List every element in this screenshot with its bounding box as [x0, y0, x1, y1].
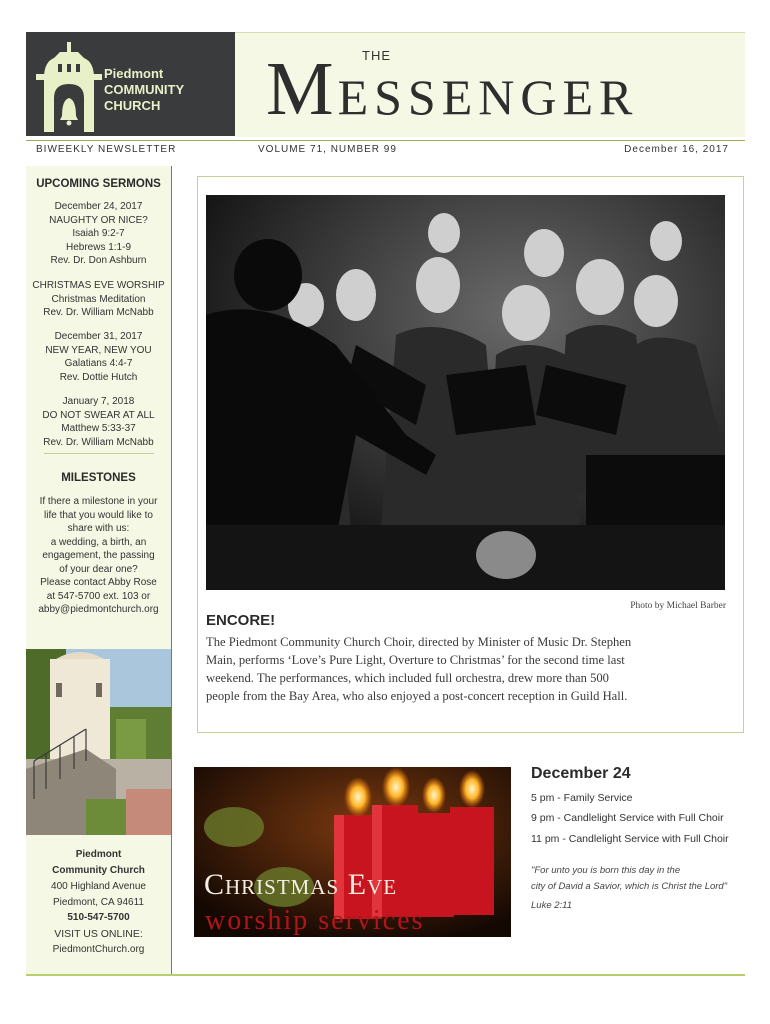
title-the: THE	[362, 48, 391, 63]
scripture-quote-line2: city of David a Savior, which is Christ the Lord"	[531, 881, 728, 892]
sermon-date: January 7, 2018	[62, 396, 135, 407]
christmas-eve-title: Christmas Eve	[204, 868, 398, 901]
contact-address: 400 Highland Avenue	[51, 881, 146, 892]
sermon-scripture: Isaiah 9:2-7	[72, 228, 125, 239]
sermons-heading: UPCOMING SERMONS	[36, 178, 161, 190]
service-time: 11 pm - Candlelight Service with Full Choir	[531, 833, 729, 845]
info-bar	[26, 140, 745, 159]
milestones-heading: MILESTONES	[61, 472, 136, 484]
milestones-line: Please contact Abby Rose	[40, 577, 157, 588]
article-line: Main, performs ‘Love’s Pure Light, Overture to Christmas’ for the second time last	[206, 653, 625, 667]
sermon-title: CHRISTMAS EVE WORSHIP	[32, 280, 165, 291]
sermon-date: December 24, 2017	[54, 201, 143, 212]
sermon-preacher: Rev. Dottie Hutch	[59, 371, 138, 383]
sermon-item	[26, 279, 171, 320]
article-body	[206, 633, 726, 705]
contact-city: Piedmont, CA 94611	[53, 897, 144, 908]
sermon-preacher: Rev. Dr. William McNabb	[43, 307, 154, 318]
scripture-reference: Luke 2:11	[531, 900, 573, 911]
sermon-item	[26, 200, 171, 268]
church-bell-tower-icon	[30, 32, 110, 136]
milestones-line: of your dear one?	[59, 563, 138, 575]
scripture-quote-line1: "For unto you is born this day in the	[531, 865, 681, 876]
divider	[26, 453, 171, 454]
church-building-photo	[26, 649, 171, 835]
service-time: 9 pm - Candlelight Service with Full Choir	[531, 812, 724, 824]
milestones-text	[26, 495, 171, 617]
sermon-scripture: Hebrews 1:1-9	[65, 241, 132, 253]
website-link[interactable]: PiedmontChurch.org	[52, 944, 145, 955]
newsletter-type: BIWEEKLY NEWSLETTER	[36, 144, 177, 155]
worship-services-subtitle: worship services	[205, 905, 425, 936]
milestones-line: abby@piedmontchurch.org	[38, 604, 159, 615]
newsletter-title	[266, 46, 638, 133]
milestones-line: share with us:	[67, 523, 130, 534]
sermon-item	[26, 330, 171, 384]
church-name-line3: CHURCH	[104, 98, 161, 113]
article-title: ENCORE!	[206, 612, 276, 629]
milestones-line: engagement, the passing	[42, 550, 155, 561]
church-name	[104, 66, 184, 114]
visit-label: VISIT US ONLINE:	[54, 928, 143, 940]
issue-date: December 16, 2017	[624, 144, 729, 155]
sermon-date: December 31, 2017	[54, 331, 143, 342]
sidebar	[26, 166, 172, 976]
milestones-line: a wedding, a birth, an	[50, 536, 147, 548]
title-rest: ESSENGER	[337, 69, 639, 125]
church-name-line1: Piedmont	[104, 66, 164, 81]
sermon-subtitle: Christmas Meditation	[51, 293, 146, 305]
title-initial: M	[266, 47, 338, 131]
sermon-title: DO NOT SWEAR AT ALL	[42, 409, 155, 421]
photo-credit: Photo by Michael Barber	[630, 601, 726, 611]
article-line: weekend. The performances, which included full orchestra, drew more than 500	[206, 671, 609, 685]
schedule-heading: December 24	[531, 765, 631, 782]
sermon-title: NAUGHTY OR NICE?	[49, 214, 148, 226]
milestones-line: at 547-5700 ext. 103 or	[46, 590, 151, 602]
bottom-rule	[26, 974, 745, 976]
service-time: 5 pm - Family Service	[531, 792, 633, 804]
contact-name-line1: Piedmont	[75, 849, 122, 860]
church-name-line2: COMMUNITY	[104, 82, 185, 97]
sermon-scripture: Galatians 4:4-7	[64, 358, 133, 369]
contact-phone: 510-547-5700	[67, 912, 130, 923]
sermon-preacher: Rev. Dr. William McNabb	[43, 436, 154, 448]
choir-photo	[206, 195, 725, 590]
article-line: people from the Bay Area, who also enjoyed a post-concert reception in Guild Hall.	[206, 689, 628, 703]
contact-name-line2: Community Church	[52, 865, 145, 876]
article-line: The Piedmont Community Church Choir, directed by Minister of Music Dr. Stephen	[206, 635, 632, 649]
milestones-line: life that you would like to	[44, 509, 153, 521]
sermon-preacher: Rev. Dr. Don Ashburn	[50, 255, 147, 266]
sermon-title: NEW YEAR, NEW YOU	[45, 344, 152, 356]
milestones-line: If there a milestone in your	[39, 496, 158, 507]
volume-number: VOLUME 71, NUMBER 99	[258, 144, 397, 155]
sermon-item	[26, 395, 171, 449]
sermon-scripture: Matthew 5:33-37	[61, 423, 136, 434]
